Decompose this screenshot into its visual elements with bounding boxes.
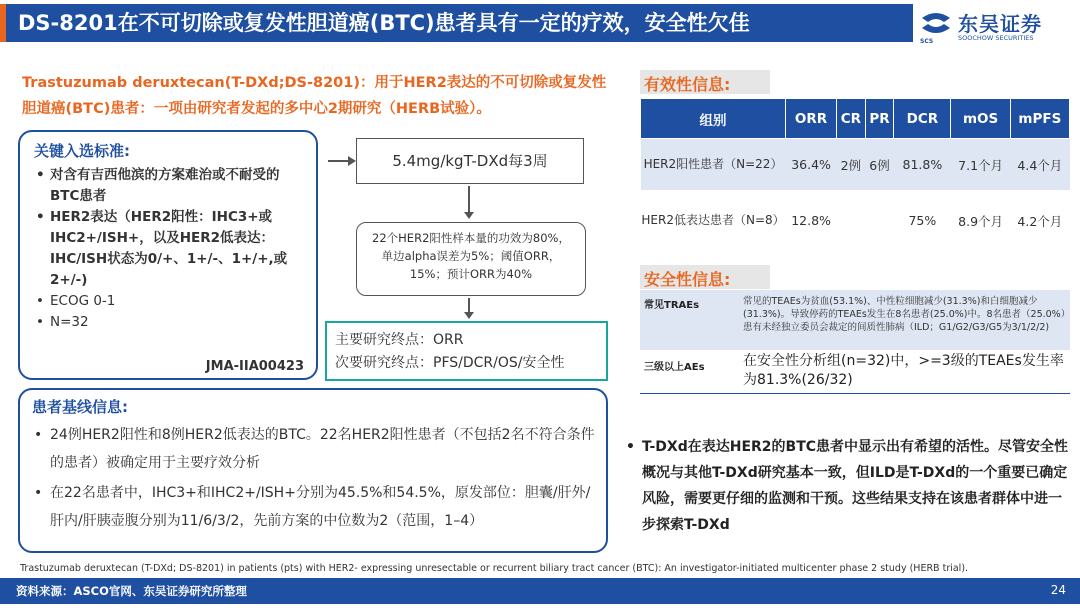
endpoint-box <box>325 321 608 381</box>
column-header: ORR <box>786 99 837 139</box>
criteria-item: • 对含有吉西他滨的方案难治或不耐受的BTC患者 <box>34 165 306 207</box>
criteria-item: • ECOG 0-1 <box>34 291 306 312</box>
column-header: mOS <box>951 99 1010 139</box>
logo-english: SOOCHOW SECURITIES <box>958 34 1034 42</box>
dose-box: 5.4mg/kgT-DXd每3周 <box>356 138 584 184</box>
study-intro: Trastuzumab deruxtecan(T-DXd;DS-8201)：用于HER2表达的不可切除或复发性胆道癌(BTC)患者：一项由研究者发起的多中心2期研究（HERB试验）。 <box>22 75 607 117</box>
baseline-item: • 24例HER2阳性和8例HER2低表达的BTC。22名HER2阳性患者（不包括2名不符合条件的患者）被确定用于主要疗效分析 <box>32 421 596 477</box>
table-cell: 7.1个月 <box>951 139 1010 191</box>
statistics-box: 22个HER2阳性样本量的功效为80%，单边alpha误差为5%；阈值ORR，15%；预计ORR为40% <box>356 222 586 296</box>
table-row <box>641 139 1070 191</box>
page-title: DS-8201在不可切除或复发性胆道癌(BTC)患者具有一定的疗效，安全性欠佳 <box>18 11 750 35</box>
footer-bar <box>0 578 1080 604</box>
column-header: 组别 <box>641 99 786 139</box>
table-cell: 2例 <box>837 139 866 191</box>
table-row <box>641 191 1070 251</box>
safety-row-text: 在安全性分析组(n=32)中，>=3级的TEAEs发生率为81.3%(26/32) <box>743 353 1064 388</box>
safety-row-label: 三级以上AEs <box>644 362 705 373</box>
study-code: JMA-IIA00423 <box>205 359 304 374</box>
arrow-down-icon <box>464 312 474 319</box>
table-header-row <box>641 99 1070 139</box>
criteria-item: • HER2表达（HER2阳性：IHC3+或IHC2+/ISH+，以及HER2低表达：IHC/ISH状态为0/+、1+/-、1+/+,或2+/-) <box>34 207 306 291</box>
baseline-box <box>18 388 608 553</box>
baseline-heading: 患者基线信息: <box>32 398 128 416</box>
conclusion-text: • T-DXd在表达HER2的BTC患者中显示出有希望的活性。尽管安全性概况与其他T-DXd研究基本一致，但ILD是T-DXd的一个重要已确定风险，需要更仔细的监测和干预。这些结果支持在该患者群体中进一步探索T-DXd <box>622 434 1072 538</box>
column-header: DCR <box>894 99 951 139</box>
arrow-connector <box>468 186 470 214</box>
arrow-right-icon <box>348 156 356 166</box>
baseline-item: • 在22名患者中，IHC3+和IHC2+/ISH+分别为45.5%和54.5%，原发部位：胆囊/肝外/肝内/肝胰壶腹分别为11/6/3/2，先前方案的中位数为2（范围，1–4） <box>32 479 596 535</box>
table-cell: HER2阳性患者（N=22） <box>641 139 786 191</box>
efficacy-title: 有效性信息: <box>644 75 731 94</box>
efficacy-table <box>640 98 1070 251</box>
company-logo <box>918 6 1078 46</box>
table-cell <box>837 191 866 251</box>
title-accent <box>0 4 6 42</box>
page-number: 24 <box>1050 583 1066 597</box>
column-header: CR <box>837 99 866 139</box>
table-cell: 4.4个月 <box>1010 139 1069 191</box>
safety-row <box>640 350 1070 394</box>
table-cell: 36.4% <box>786 139 837 191</box>
logo-abbreviation: SCS <box>920 38 934 45</box>
safety-row-text: 常见的TEAEs为贫血(53.1%)、中性粒细胞减少(31.3%)和白细胞减少(31.3%)。导致停药的TEAEs发生在8名患者(25.0%)中。8名患者（25.0%）患有未经独立委员会裁定的间质性肺病（ILD；G1/G2/G3/G5为3/1/2/2) <box>743 296 1066 333</box>
table-cell: 12.8% <box>786 191 837 251</box>
secondary-endpoint: 次要研究终点：PFS/DCR/OS/安全性 <box>335 355 565 371</box>
criteria-box <box>18 130 318 380</box>
arrow-down-icon <box>464 212 474 219</box>
table-cell: 6例 <box>865 139 894 191</box>
primary-endpoint: 主要研究终点：ORR <box>335 332 464 348</box>
table-cell: 8.9个月 <box>951 191 1010 251</box>
source-note: 资料来源：ASCO官网、东吴证券研究所整理 <box>16 584 247 598</box>
criteria-list <box>34 165 306 333</box>
column-header: mPFS <box>1010 99 1069 139</box>
safety-row-label: 常见TRAEs <box>644 300 700 311</box>
table-cell <box>865 191 894 251</box>
header <box>0 0 1080 52</box>
baseline-list <box>32 421 596 535</box>
column-header: PR <box>865 99 894 139</box>
safety-title: 安全性信息: <box>644 270 731 289</box>
logo-chinese: 东吴证券 <box>958 12 1042 36</box>
table-cell: 4.2个月 <box>1010 191 1069 251</box>
criteria-item: • N=32 <box>34 312 306 333</box>
table-cell: HER2低表达患者（N=8） <box>641 191 786 251</box>
footnote: Trastuzumab deruxtecan (T-DXd; DS-8201) in patients (pts) with HER2- expressing unresectable or recurrent biliary tract cancer (BTC): An investigator-initiated multicenter phase 2 study (HERB trial). <box>20 563 969 574</box>
table-cell: 81.8% <box>894 139 951 191</box>
criteria-heading: 关键入选标准: <box>34 142 130 160</box>
table-cell: 75% <box>894 191 951 251</box>
safety-row <box>640 290 1070 350</box>
